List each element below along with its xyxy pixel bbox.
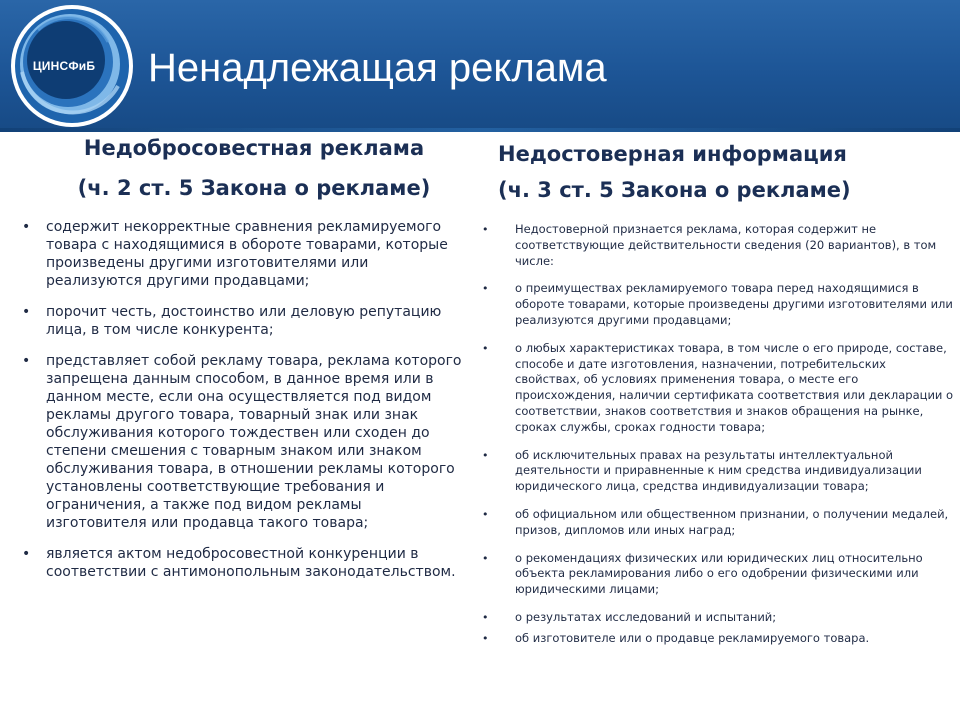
list-item-text: содержит некорректные сравнения рекламируемого товара с находящимися в обороте товарами, которые произведены другими изготовителями или реализуются другими продавцами; (46, 219, 448, 289)
list-item (22, 303, 462, 339)
list-item-text: Недостоверной признается реклама, которая содержит не соответствующие действительности сведения (20 вариантов), в том числе: (515, 222, 937, 268)
right-heading-line1: Недостоверная информация (498, 142, 847, 166)
list-item (482, 448, 954, 495)
left-bullet-list (22, 218, 462, 594)
list-item (22, 218, 462, 290)
bullet-icon: • (482, 282, 489, 296)
header-band (0, 0, 960, 132)
bullet-icon: • (22, 353, 31, 369)
list-item-text: о рекомендациях физических или юридических лиц относительно объекта рекламирования либо о его одобрении физическими или юридическими лицами; (515, 550, 923, 597)
list-item-text: порочит честь, достоинство или деловую репутацию лица, в том числе конкурента; (46, 304, 442, 338)
bullet-icon: • (482, 631, 489, 645)
bullet-icon: • (482, 341, 489, 355)
list-item (482, 281, 954, 328)
list-item (482, 507, 954, 539)
bullet-icon: • (482, 610, 489, 624)
left-heading-line2: (ч. 2 ст. 5 Закона о рекламе) (77, 176, 431, 200)
bullet-icon: • (482, 551, 489, 565)
bullet-icon: • (22, 546, 31, 562)
list-item (482, 610, 954, 626)
left-heading-line1: Недобросовестная реклама (83, 136, 425, 160)
list-item-text: об исключительных правах на результаты интеллектуальной деятельности и приравненные к ним средства индивидуализации юридического лица, средства индивидуализации товара; (515, 447, 922, 494)
list-item-text: о результатах исследований и испытаний; (515, 609, 777, 624)
bullet-icon: • (22, 304, 31, 320)
list-item-text: о преимуществах рекламируемого товара перед находящимися в обороте товарами, которые произведены другими изготовителями или реализуются другими продавцами; (515, 281, 953, 327)
page-title: Ненадлежащая реклама (148, 46, 607, 90)
list-item-text: о любых характеристиках товара, в том числе о его природе, составе, способе и дате изготовления, назначении, потребительских свойствах, об условиях применения товара, о месте его происхождения, наличии сертификата соответствия или декларации о соответствии, знаков соответствия и знаков обращения на рынке, сроках службы, сроках годности товара; (515, 340, 954, 434)
list-item (22, 545, 462, 581)
bullet-icon: • (482, 507, 489, 521)
left-column-heading (34, 128, 474, 208)
list-item (482, 631, 954, 647)
list-item (22, 352, 462, 532)
right-column-heading (498, 136, 938, 208)
list-item-text: представляет собой рекламу товара, реклама которого запрещена данным способом, в данное время или в данном месте, если она осуществляется под видом рекламы другого товара, товарный знак или знак обслуживания которого тождествен или сходен до степени смешения с товарным знаком или знаком обслуживания товара, в отношении рекламы которого установлены соответствующие требования и ограничения, а также под видом рекламы изготовителя или продавца такого товара; (46, 353, 462, 531)
list-item-text: является актом недобросовестной конкуренции в соответствии с антимонопольным законодательством. (46, 546, 456, 580)
list-item (482, 341, 954, 436)
bullet-icon: • (22, 219, 31, 235)
list-item (482, 551, 954, 598)
logo-text: ЦИНСФиБ (32, 59, 96, 73)
right-heading-line2: (ч. 3 ст. 5 Закона о рекламе) (498, 178, 851, 202)
bullet-icon: • (482, 223, 489, 236)
list-item-text: об официальном или общественном признании, о получении медалей, призов, дипломов или иных наград; (515, 506, 949, 537)
list-item-text: об изготовителе или о продавце рекламируемого товара. (515, 630, 870, 645)
right-bullet-list (482, 222, 954, 652)
list-item (482, 222, 954, 269)
bullet-icon: • (482, 448, 489, 462)
